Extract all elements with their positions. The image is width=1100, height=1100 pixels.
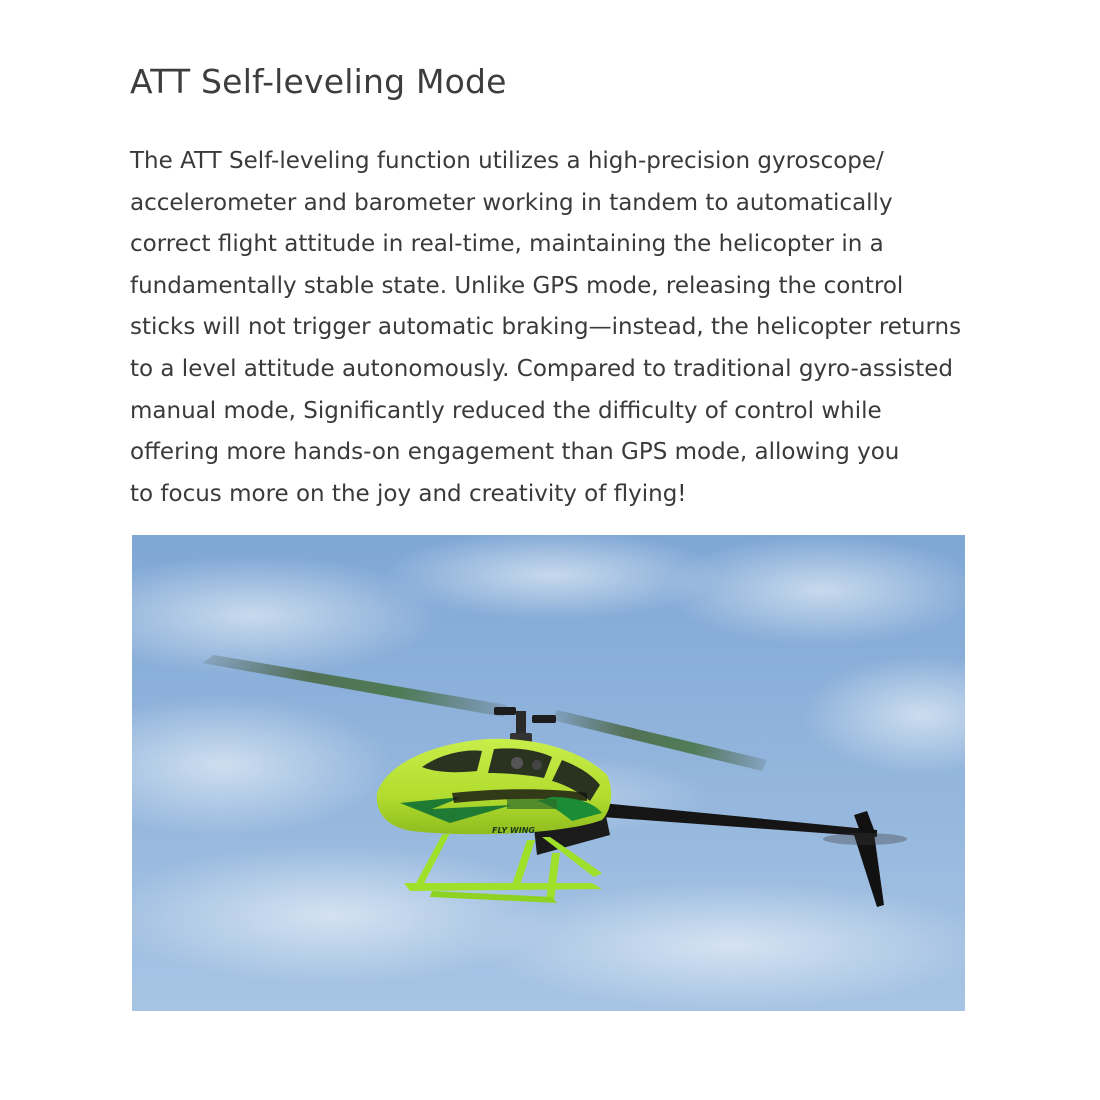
paragraph-line: offering more hands-on engagement than GPS mode, allowing you <box>130 439 900 466</box>
section-title: ATT Self-leveling Mode <box>130 62 507 101</box>
helicopter-illustration <box>132 535 965 1011</box>
paragraph-line: sticks will not trigger automatic braking—instead, the helicopter returns <box>130 314 962 341</box>
paragraph-line: fundamentally stable state. Unlike GPS mode, releasing the control <box>130 272 904 299</box>
paragraph-line: to a level attitude autonomously. Compared to traditional gyro-assisted <box>130 355 953 382</box>
helicopter-photo <box>132 535 965 1011</box>
paragraph-line: manual mode, Significantly reduced the difficulty of control while <box>130 397 882 424</box>
paragraph-line: The ATT Self-leveling function utilizes a high-precision gyroscope/ <box>130 148 884 174</box>
paragraph-line: correct flight attitude in real-time, maintaining the helicopter in a <box>130 231 884 258</box>
fly-wing-logo: FLY WING <box>492 826 535 835</box>
description-paragraph <box>130 141 1030 515</box>
paragraph-line: accelerometer and barometer working in tandem to automatically <box>130 189 893 216</box>
paragraph-line: to focus more on the joy and creativity of flying! <box>130 480 687 507</box>
